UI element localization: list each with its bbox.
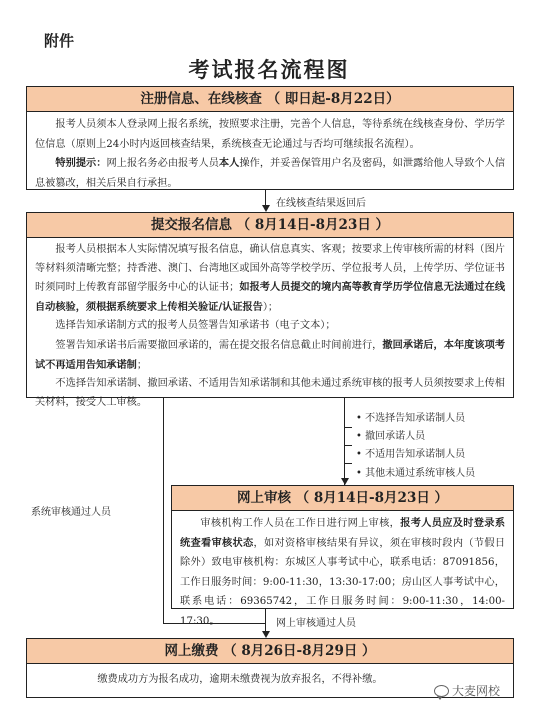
- step-register-header: 注册信息、在线核查 （ 即日起-8月22日）: [27, 87, 513, 112]
- step-register-body: [27, 112, 513, 195]
- arrow-1-label: 在线核查结果返回后: [276, 198, 366, 209]
- arrow-3-label: 网上审核通过人员: [276, 618, 356, 629]
- branch-left-line: [163, 398, 164, 623]
- notice-text-b: 操作，并妥善保管用户名及密码，如泄露给他人导致个人信息被篡改，相关后果自行承担。: [35, 158, 506, 189]
- chat-bubble-icon: [434, 685, 449, 697]
- withdraw-text-a: 签署告知承诺书后需要撤回承诺的，需在提交报名信息截止时间前进行，: [55, 339, 383, 351]
- watermark: [434, 682, 500, 699]
- withdraw-text-end: ；: [136, 359, 148, 371]
- review-text-a: 审核机构工作人员在工作日进行网上审核，: [200, 518, 401, 529]
- step-submit-para-4: 不选择告知承诺制、撤回承诺、不适用告知承诺制和其他未通过系统审核的报考人员须按要求上传相关材料，接受人工审核。: [35, 378, 505, 408]
- notice-self-bold: 本人: [218, 157, 240, 169]
- attachment-label: 附件: [44, 32, 75, 50]
- review-text-b: ，如对资格审核结果有异议，须在审核时段内（节假日除外）致电审核机构：东城区人事考试中心，联系电话：87091856，工作日服务时间：9:00-11:30，13:30-17:00；房山区人事考试中心，联系电话：69365742，工作日服务时间：9:00-11:30，14:00-17:30。: [180, 537, 506, 627]
- branch-right-head: [341, 478, 349, 485]
- submit-text-a: 报考人员根据本人实际情况填写报名信息，确认信息真实、客观；按要求上传审核所需的材料（图片等材料须清晰完整；持香港、澳门、台湾地区或国外高等学校学历、学位报考人员，上传学历、学位证书时须同时上传教育部留学服务中心的认证书；: [35, 244, 505, 294]
- branch-item: • 撤回承诺人员: [356, 431, 426, 443]
- branch-list: [356, 410, 475, 483]
- branch-item: • 不选择告知承诺制人员: [356, 413, 466, 424]
- step-register-para-2: [35, 154, 505, 193]
- step-payment-para-1: 缴费成功方为报名成功，逾期未缴费视为放弃报名，不得补缴。: [97, 674, 383, 685]
- branch-tick-2: [344, 445, 352, 446]
- step-register-para-1: 报考人员须本人登录网上报名系统，按照要求注册，完善个人信息，等待系统在线核查身份、学历学位信息（原则上24小时内返回核查结果，系统核查无论通过与否均可继续报名流程）。: [35, 119, 505, 150]
- step-review-header: 网上审核 （ 8月14日-8月23日 ）: [172, 486, 513, 511]
- branch-left-label: 系统审核通过人员: [31, 507, 111, 518]
- step-submit-header: 提交报名信息 （ 8月14日-8月23日 ）: [27, 213, 513, 238]
- withdraw-bold: 撤回承诺后，本年度该项考试不再适用告知承诺制: [35, 338, 506, 371]
- notice-text-a: 网上报名务必由报考人员: [106, 158, 219, 169]
- watermark-text: 大麦网校: [452, 684, 501, 698]
- arrow-3-line: [265, 609, 266, 631]
- special-notice-label: 特别提示：: [55, 157, 107, 169]
- step-submit-body: [27, 238, 513, 414]
- arrow-1-line: [265, 190, 266, 206]
- step-submit-para-1: [35, 241, 505, 317]
- branch-item: • 不适用告知承诺制人员: [356, 449, 466, 461]
- branch-tick-3: [344, 463, 352, 464]
- review-bold: 报考人员应及时登录系统查看审核状态: [180, 517, 506, 549]
- step-submit-box: [26, 212, 514, 408]
- step-payment-header: 网上缴费 （ 8月26日-8月29日 ）: [27, 639, 513, 664]
- arrow-1-head: [262, 205, 270, 212]
- submit-bold-a: 如报考人员提交的境内高等教育学历学位信息无法通过在线自动核验，须根据系统要求上传相关验证/认证报告: [35, 281, 506, 313]
- step-register-box: [26, 86, 514, 190]
- step-submit-para-2: 选择告知承诺制方式的报考人员签署告知承诺书（电子文本）；: [55, 320, 336, 332]
- submit-text-end: ）；: [262, 301, 279, 313]
- branch-item: • 其他未通过系统审核人员: [356, 467, 476, 479]
- arrow-3-head: [262, 631, 270, 638]
- branch-tick-1: [344, 427, 352, 428]
- step-submit-para-3: [35, 336, 505, 375]
- page-title: 考试报名流程图: [188, 57, 350, 82]
